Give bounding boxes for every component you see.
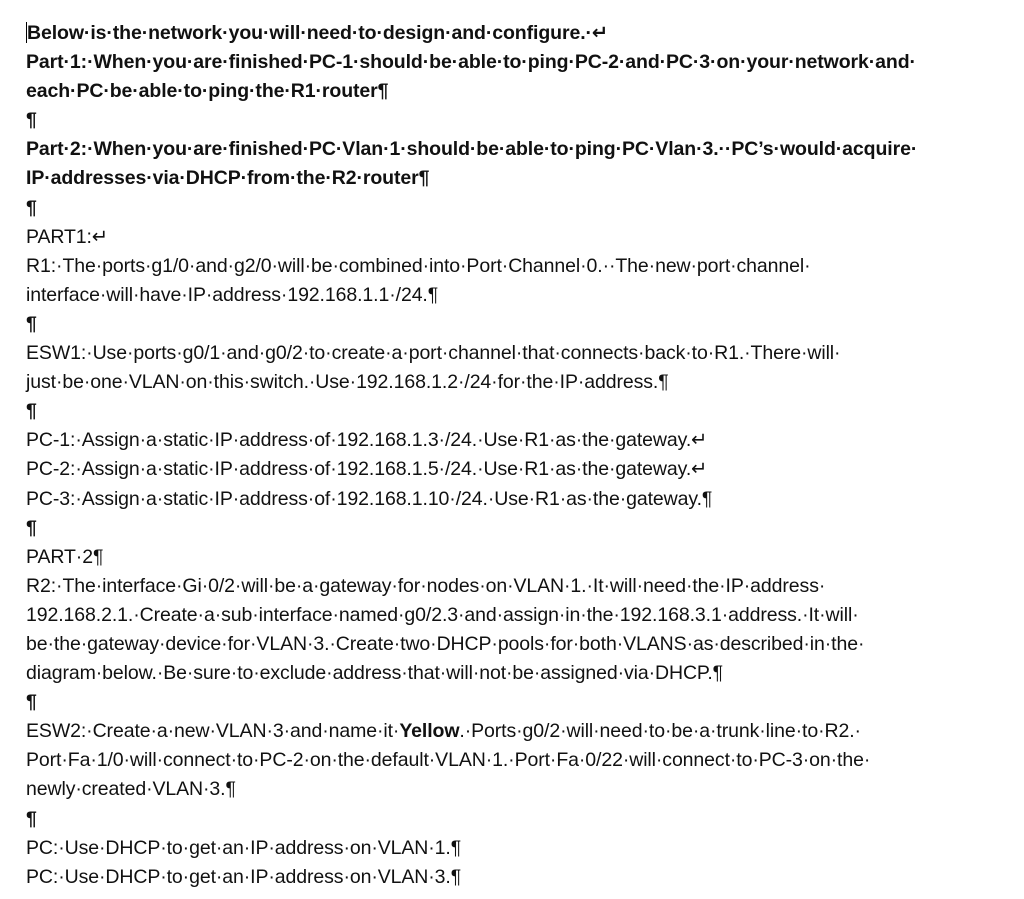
part2-task-line-2: IP·addresses·via·DHCP·from·the·R2·router¶ <box>26 167 430 190</box>
pc-vlan1-line: PC:·Use·DHCP·to·get·an·IP·address·on·VLAN·1.¶ <box>26 836 462 859</box>
part1-header: PART1:↵ <box>26 225 109 248</box>
esw1-line-2: just·be·one·VLAN·on·this·switch.·Use·192.168.1.2·/24·for·the·IP·address.¶ <box>26 371 669 394</box>
esw2-line-3: newly·created·VLAN·3.¶ <box>26 778 236 801</box>
r1-line-1: R1:·The·ports·g1/0·and·g2/0·will·be·combined·into·Port·Channel·0.··The·new·port·channel· <box>26 254 811 277</box>
esw2-line-2: Port·Fa·1/0·will·connect·to·PC-2·on·the·default·VLAN·1.·Port·Fa·0/22·will·connect·to·PC-3·on·the· <box>26 749 871 772</box>
pc-vlan3-line: PC:·Use·DHCP·to·get·an·IP·address·on·VLAN·3.¶ <box>26 865 462 888</box>
part1-task-line-2: each·PC·be·able·to·ping·the·R1·router¶ <box>26 80 389 103</box>
r2-line-4: diagram·below.·Be·sure·to·exclude·address·that·will·not·be·assigned·via·DHCP.¶ <box>26 662 724 685</box>
r2-line-1: R2:·The·interface·Gi·0/2·will·be·a·gateway·for·nodes·on·VLAN·1.·It·will·need·the·IP·address· <box>26 574 826 597</box>
r2-line-2: 192.168.2.1.·Create·a·sub·interface·named·g0/2.3·and·assign·in·the·192.168.3.1·address.·It·will· <box>26 603 859 626</box>
blank-paragraph-3: ¶ <box>26 312 37 335</box>
blank-paragraph-7: ¶ <box>26 807 37 830</box>
part2-header: PART·2¶ <box>26 545 104 568</box>
blank-paragraph-4: ¶ <box>26 400 37 423</box>
blank-paragraph-2: ¶ <box>26 196 37 219</box>
heading-text: Below·is·the·network·you·will·need·to·design·and·configure.·↵ <box>27 22 609 44</box>
vlan-name-yellow: Yellow <box>399 720 460 743</box>
pc1-line: PC-1:·Assign·a·static·IP·address·of·192.168.1.3·/24.·Use·R1·as·the·gateway.↵ <box>26 429 708 452</box>
pc3-line: PC-3:·Assign·a·static·IP·address·of·192.168.1.10·/24.·Use·R1·as·the·gateway.¶ <box>26 487 713 510</box>
part2-task-line-1: Part·2:·When·you·are·finished·PC·Vlan·1·should·be·able·to·ping·PC·Vlan·3.··PC’s·would·acquire· <box>26 138 918 161</box>
esw2-line-1-pre: ESW2:·Create·a·new·VLAN·3·and·name·it· <box>26 720 400 743</box>
part1-task-line-1: Part·1:·When·you·are·finished·PC-1·should·be·able·to·ping·PC-2·and·PC·3·on·your·network·and· <box>26 51 916 74</box>
blank-paragraph-1: ¶ <box>26 109 37 132</box>
esw2-line-1-post: .·Ports·g0/2·will·need·to·be·a·trunk·line·to·R2.· <box>459 720 861 743</box>
blank-paragraph-6: ¶ <box>26 691 37 714</box>
r1-line-2: interface·will·have·IP·address·192.168.1.1·/24.¶ <box>26 283 439 306</box>
heading-line <box>26 19 1001 48</box>
esw2-line-1 <box>26 717 1001 746</box>
pc2-line: PC-2:·Assign·a·static·IP·address·of·192.168.1.5·/24.·Use·R1·as·the·gateway.↵ <box>26 458 708 481</box>
blank-paragraph-5: ¶ <box>26 516 37 539</box>
document-body[interactable] <box>26 19 1001 892</box>
esw1-line-1: ESW1:·Use·ports·g0/1·and·g0/2·to·create·a·port·channel·that·connects·back·to·R1.·There·will· <box>26 342 841 365</box>
r2-line-3: be·the·gateway·device·for·VLAN·3.·Create·two·DHCP·pools·for·both·VLANS·as·described·in·the· <box>26 632 865 655</box>
